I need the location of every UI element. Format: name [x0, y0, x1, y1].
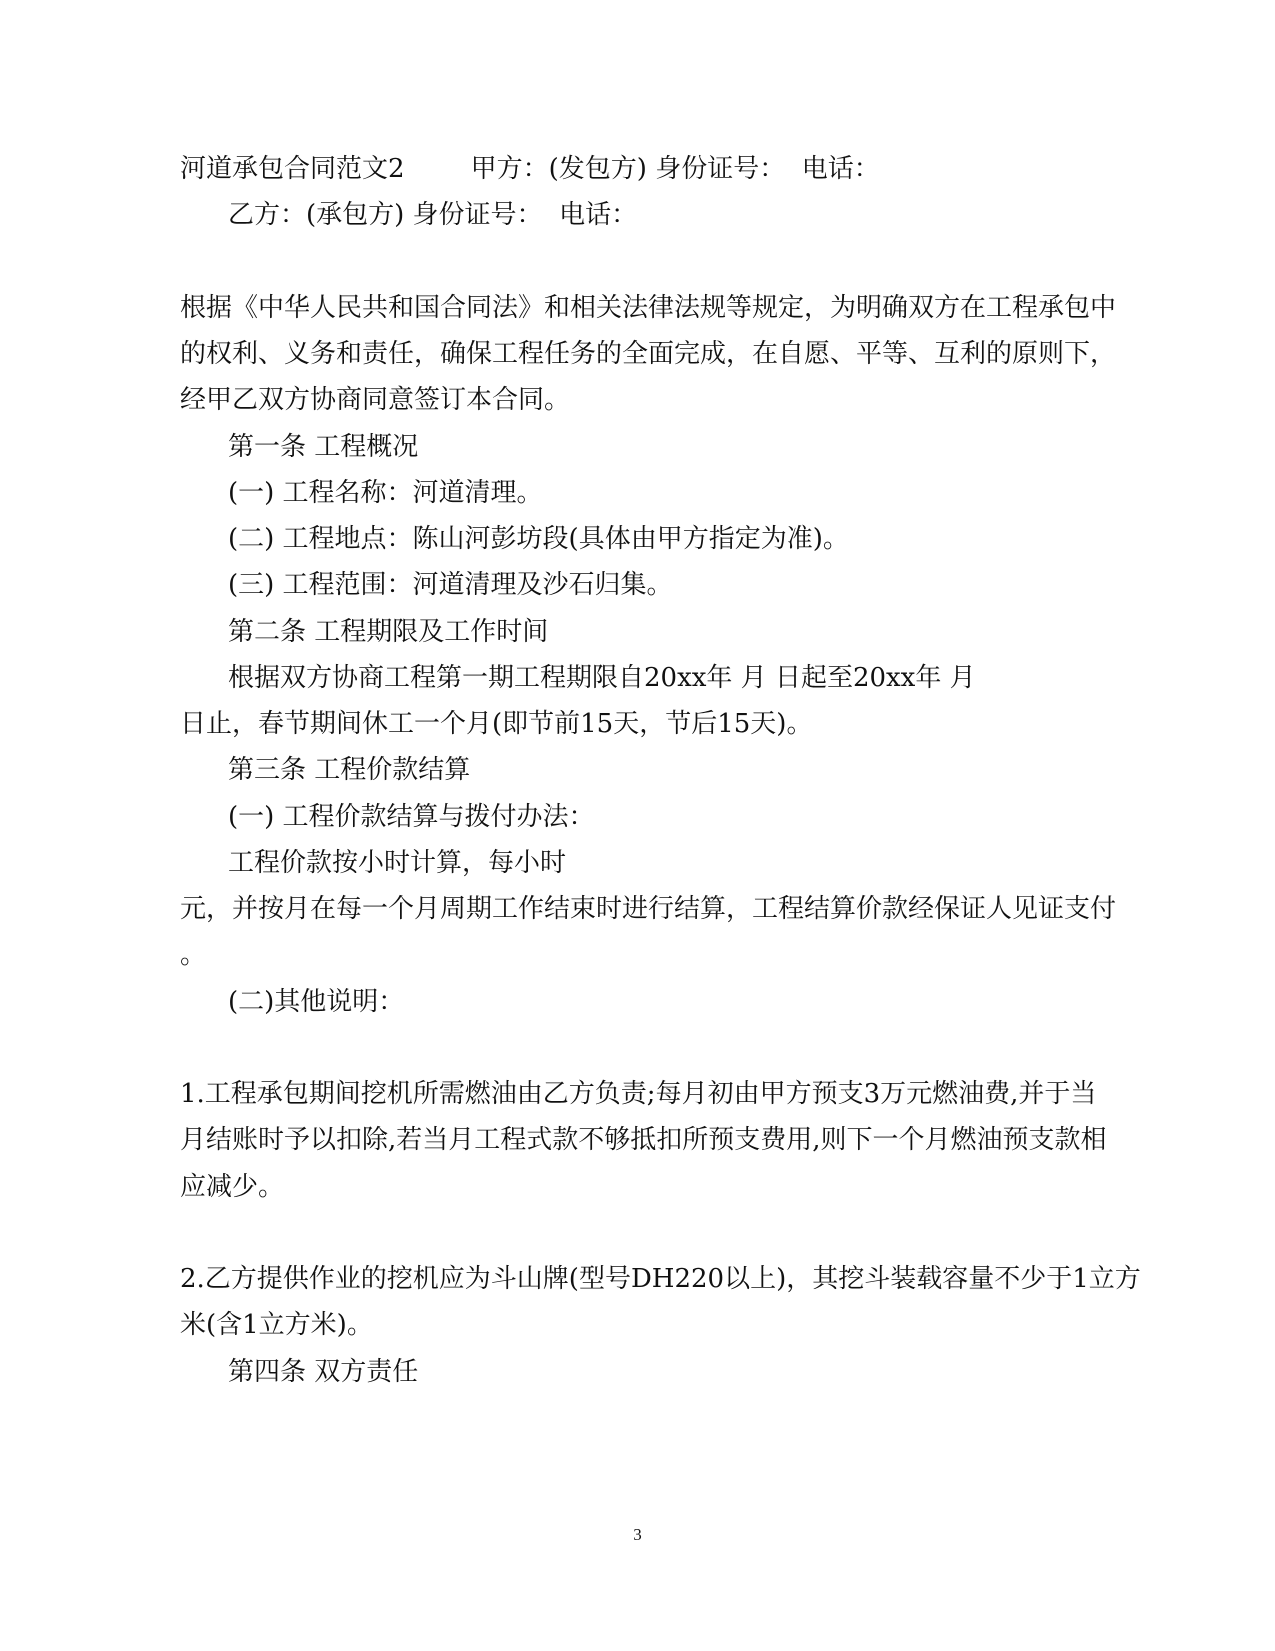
text-line: 2.乙方提供作业的挖机应为斗山牌(型号DH220以上)，其挖斗装载容量不少于1立方 — [180, 1264, 1141, 1294]
text-line: 元，并按月在每一个月周期工作结束时进行结算，工程结算价款经保证人见证支付 — [180, 894, 1117, 924]
text-line: (二) 工程地点：陈山河彭坊段(具体由甲方指定为准)。 — [228, 524, 849, 554]
text-line: (一) 工程名称：河道清理。 — [228, 478, 543, 508]
text-line: 经甲乙双方协商同意签订本合同。 — [180, 385, 571, 415]
text-line: (一) 工程价款结算与拨付办法： — [228, 802, 595, 832]
text-line: 河道承包合同范文2 甲方：(发包方) 身份证号： 电话： — [180, 154, 880, 184]
page-number: 3 — [633, 1525, 642, 1544]
text-line: (二)其他说明： — [228, 987, 405, 1017]
section-heading: 第四条 双方责任 — [228, 1357, 419, 1387]
text-line: 米(含1立方米)。 — [180, 1310, 373, 1340]
text-line: 。 — [180, 940, 207, 970]
section-heading: 第二条 工程期限及工作时间 — [228, 617, 549, 647]
text-line: 月结账时予以扣除,若当月工程式款不够抵扣所预支费用,则下一个月燃油预支款相 — [180, 1125, 1107, 1155]
section-heading: 第三条 工程价款结算 — [228, 755, 471, 785]
text-line: 的权利、义务和责任，确保工程任务的全面完成，在自愿、平等、互利的原则下， — [180, 339, 1117, 369]
section-heading: 第一条 工程概况 — [228, 432, 419, 462]
text-line: 乙方：(承包方) 身份证号： 电话： — [228, 200, 638, 230]
text-line: 1.工程承包期间挖机所需燃油由乙方负责;每月初由甲方预支3万元燃油费,并于当 — [180, 1079, 1097, 1109]
text-line: 日止，春节期间休工一个月(即节前15天，节后15天)。 — [180, 709, 813, 739]
text-line: 根据双方协商工程第一期工程期限自20xx年 月 日起至20xx年 月 — [228, 663, 976, 693]
text-line: (三) 工程范围：河道清理及沙石归集。 — [228, 570, 673, 600]
text-line: 工程价款按小时计算，每小时 — [228, 848, 567, 878]
text-line: 根据《中华人民共和国合同法》和相关法律法规等规定，为明确双方在工程承包中 — [180, 293, 1117, 323]
text-line: 应减少。 — [180, 1172, 285, 1202]
